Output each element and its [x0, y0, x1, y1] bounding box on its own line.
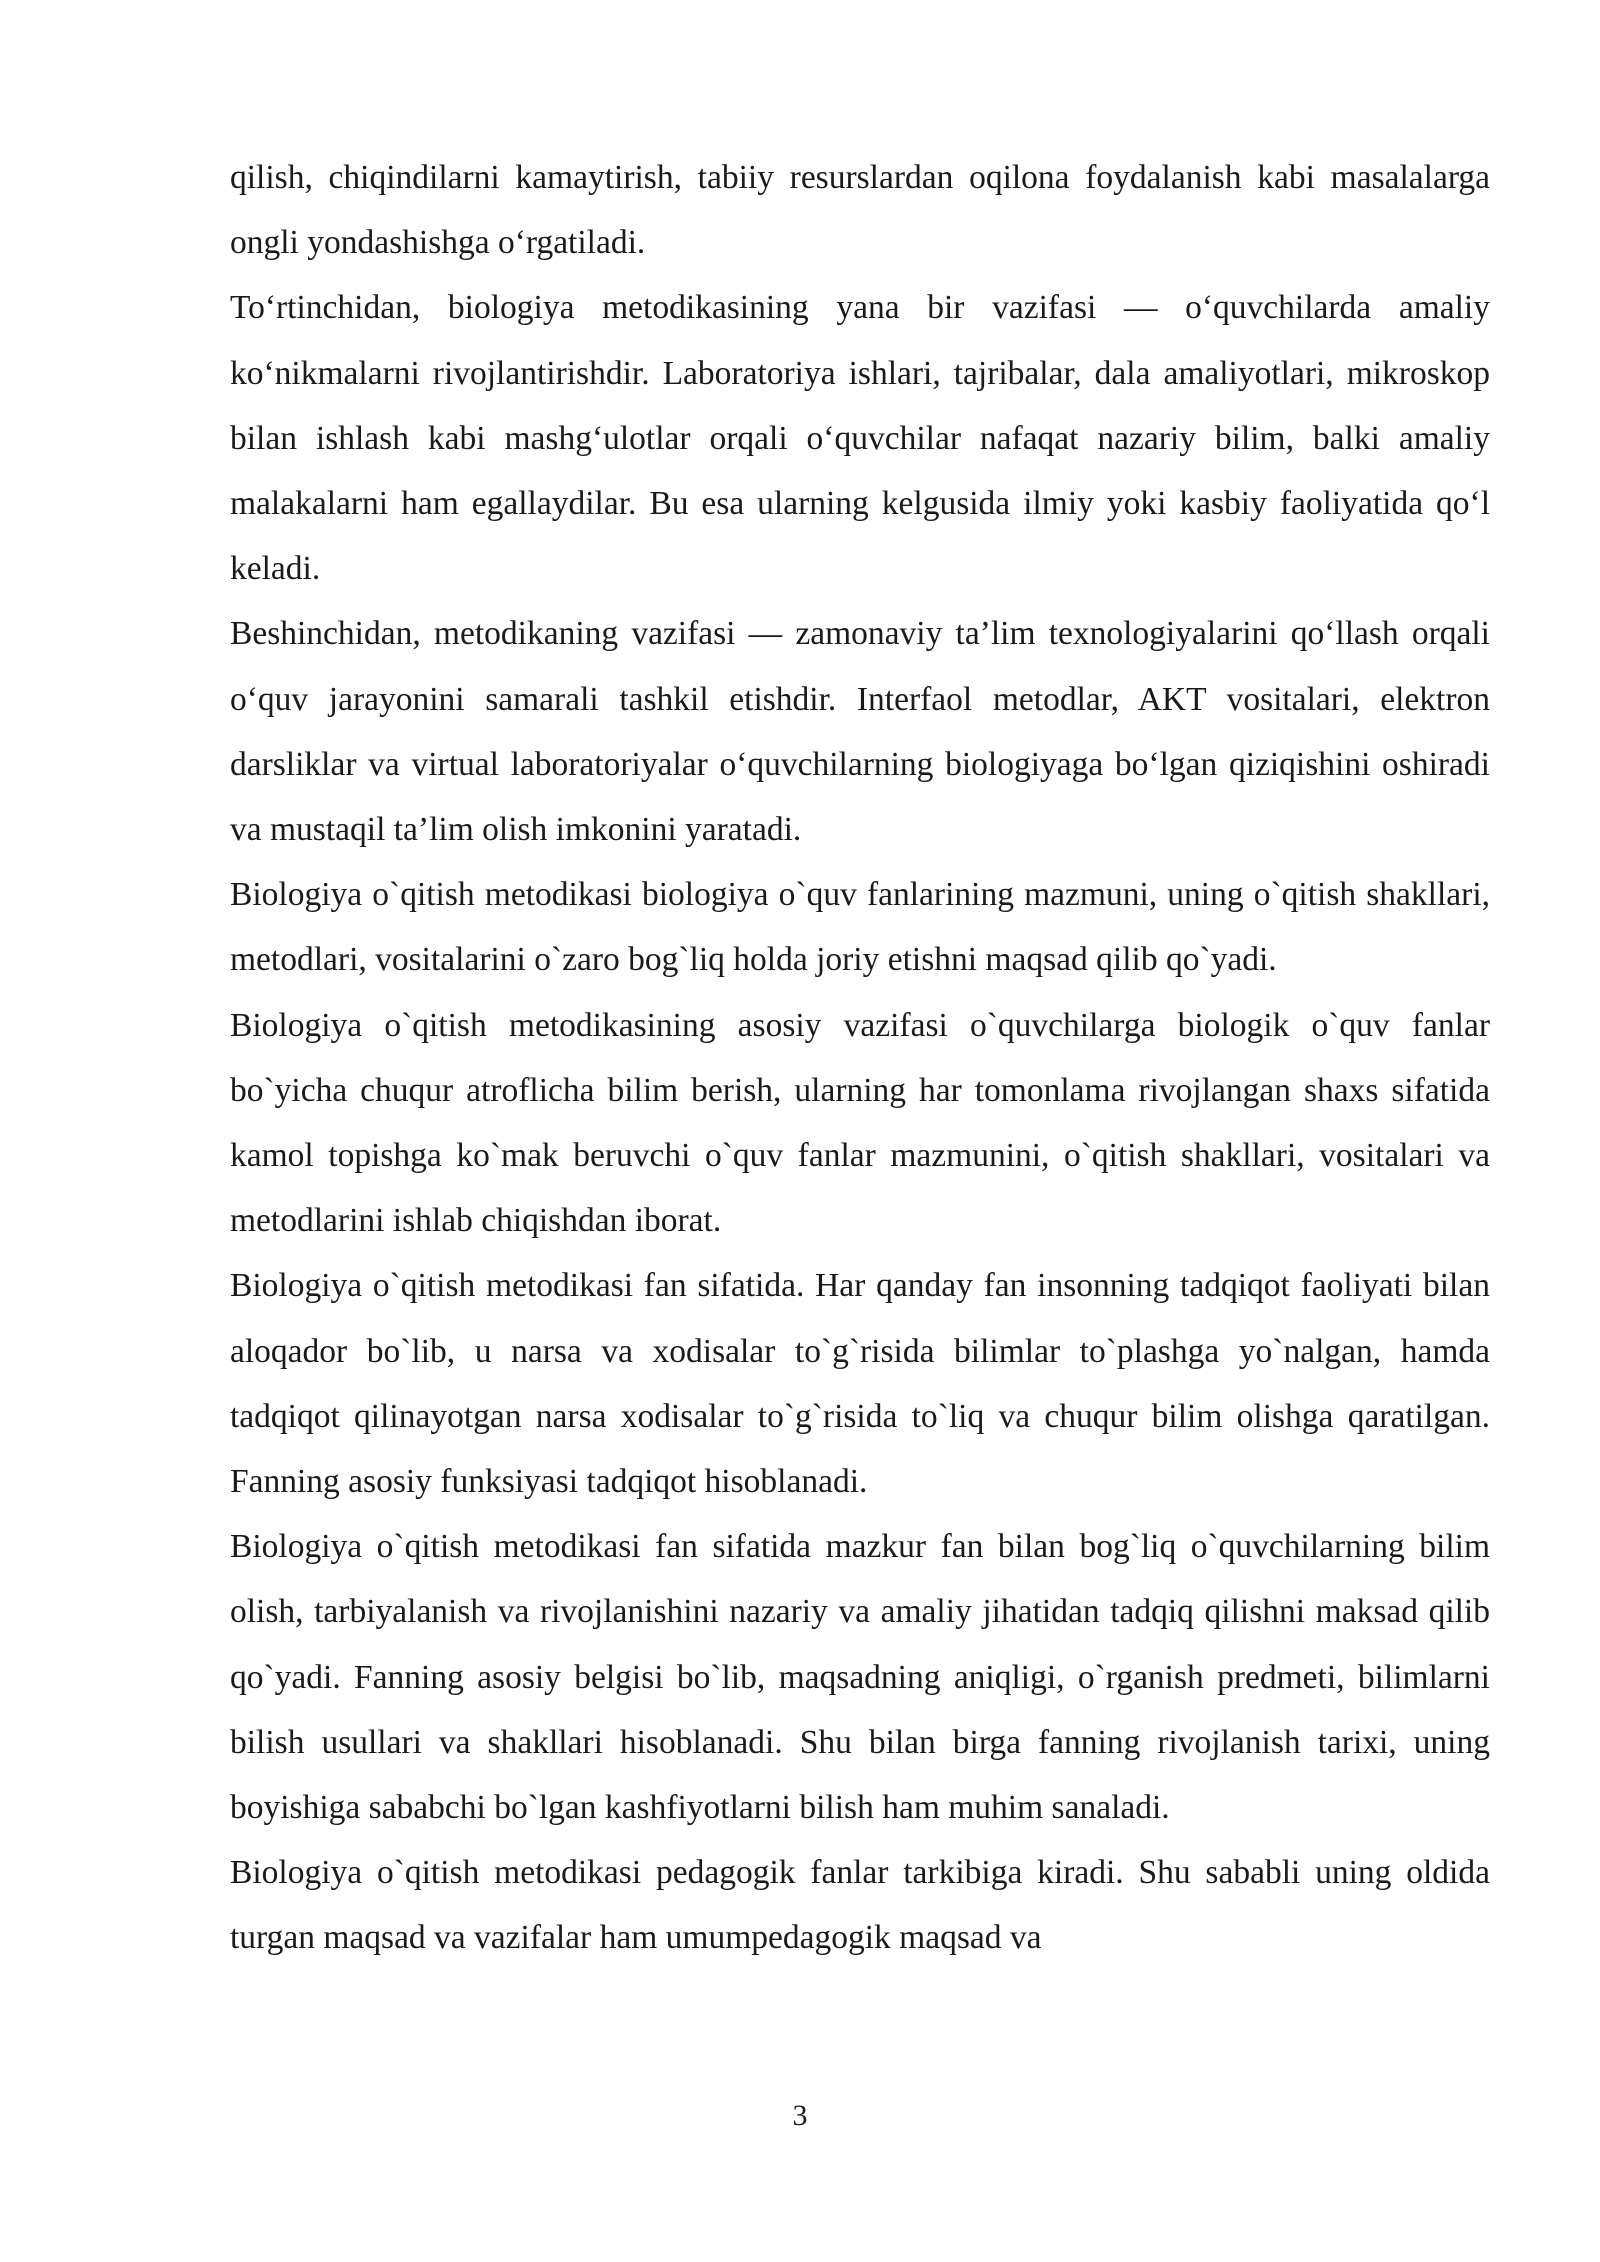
paragraph: To‘rtinchidan, biologiya metodikasining yana bir vazifasi — o‘quvchilarda amaliy ko‘nikmalarni rivojlantirishdir. Laboratoriya ishlari, tajribalar, dala amaliyotlari, mikroskop bilan ishlash kabi mashg‘ulotlar orqali o‘quvchilar nafaqat nazariy bilim, balki amaliy malakalarni ham egallaydilar. Bu esa ularning kelgusida ilmiy yoki kasbiy faoliyatida qo‘l keladi. [230, 289, 1490, 588]
paragraph: Biologiya o`qitish metodikasi biologiya o`quv fanlarining mazmuni, uning o`qitish shakllari, metodlari, vositalarini o`zaro bog`liq holda joriy etishni maqsad qilib qo`yadi. [230, 876, 1490, 979]
page-number: 3 [792, 2099, 808, 2132]
paragraph: Beshinchidan, metodikaning vazifasi — zamonaviy ta’lim texnologiyalarini qo‘llash orqali o‘quv jarayonini samarali tashkil etishdir. Interfaol metodlar, AKT vositalari, elektron darsliklar va virtual laboratoriyalar o‘quvchilarning biologiyaga bo‘lgan qiziqishini oshiradi va mustaqil ta’lim olish imkonini yaratadi. [230, 615, 1490, 849]
paragraph: Biologiya o`qitish metodikasi fan sifatida mazkur fan bilan bog`liq o`quvchilarning bilim olish, tarbiyalanish va rivojlanishini nazariy va amaliy jihatidan tadqiq qilishni maksad qilib qo`yadi. Fanning asosiy belgisi bo`lib, maqsadning aniqligi, o`rganish predmeti, bilimlarni bilish usullari va shakllari hisoblanadi. Shu bilan birga fanning rivojlanish tarixi, uning boyishiga sababchi bo`lgan kashfiyotlarni bilish ham muhim sanaladi. [230, 1528, 1490, 1827]
document-body [230, 145, 1490, 1971]
paragraph: qilish, chiqindilarni kamaytirish, tabiiy resurslardan oqilona foydalanish kabi masalalarga ongli yondashishga o‘rgatiladi. [230, 159, 1490, 262]
paragraph: Biologiya o`qitish metodikasining asosiy vazifasi o`quvchilarga biologik o`quv fanlar bo`yicha chuqur atroflicha bilim berish, ularning har tomonlama rivojlangan shaxs sifatida kamol topishga ko`mak beruvchi o`quv fanlar mazmunini, o`qitish shakllari, vositalari va metodlarini ishlab chiqishdan iborat. [230, 1006, 1490, 1240]
paragraph: Biologiya o`qitish metodikasi fan sifatida. Har qanday fan insonning tadqiqot faoliyati bilan aloqador bo`lib, u narsa va xodisalar to`g`risida bilimlar to`plashga yo`nalgan, hamda tadqiqot qilinayotgan narsa xodisalar to`g`risida to`liq va chuqur bilim olishga qaratilgan. Fanning asosiy funksiyasi tadqiqot hisoblanadi. [230, 1267, 1490, 1501]
paragraph: Biologiya o`qitish metodikasi pedagogik fanlar tarkibiga kiradi. Shu sababli uning oldida turgan maqsad va vazifalar ham umumpedagogik maqsad va [230, 1854, 1490, 1957]
